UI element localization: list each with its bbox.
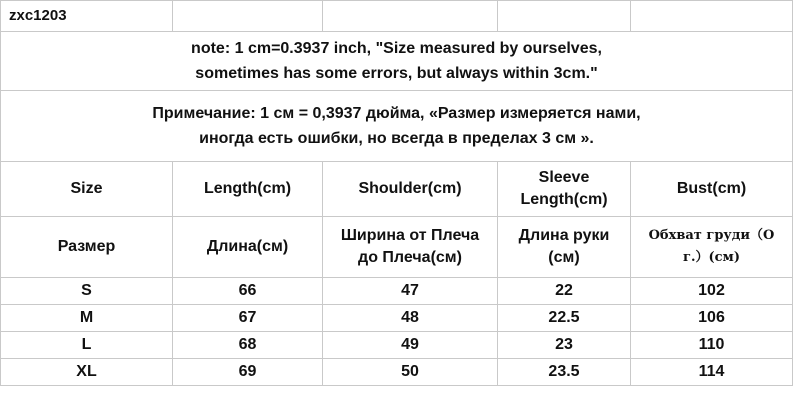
header-row-english xyxy=(1,162,793,217)
header-sleeve-ru-line-2: (см) xyxy=(548,249,580,266)
note-russian-line-1: Примечание: 1 см = 0,3937 дюйма, «Размер измеряется нами, xyxy=(152,105,641,122)
note-english-row xyxy=(1,32,793,91)
note-russian-line-2: иногда есть ошибки, но всегда в пределах 3 см ». xyxy=(199,130,594,147)
header-length-ru: Длина(см) xyxy=(173,217,323,278)
empty-cell xyxy=(323,1,498,32)
cell-shoulder: 49 xyxy=(323,332,498,359)
note-english-line-2: sometimes has some errors, but always within 3cm." xyxy=(195,65,598,82)
header-sleeve-ru xyxy=(498,217,631,278)
cell-length: 67 xyxy=(173,305,323,332)
table-row xyxy=(1,332,793,359)
cell-sleeve: 22.5 xyxy=(498,305,631,332)
header-sleeve-line-1: Sleeve xyxy=(538,169,590,187)
cell-sleeve: 23 xyxy=(498,332,631,359)
cell-length: 69 xyxy=(173,359,323,386)
cell-shoulder: 50 xyxy=(323,359,498,386)
cell-size: L xyxy=(1,332,173,359)
cell-bust: 106 xyxy=(631,305,793,332)
table-row xyxy=(1,359,793,386)
cell-bust: 114 xyxy=(631,359,793,386)
table-row xyxy=(1,278,793,305)
table-row xyxy=(1,305,793,332)
cell-bust: 110 xyxy=(631,332,793,359)
header-shoulder: Shoulder(cm) xyxy=(323,162,498,217)
header-size-ru: Размер xyxy=(1,217,173,278)
header-size: Size xyxy=(1,162,173,217)
product-code-row xyxy=(1,1,793,32)
cell-size: XL xyxy=(1,359,173,386)
empty-cell xyxy=(631,1,793,32)
header-sleeve-line-2: Length(cm) xyxy=(520,191,608,208)
header-shoulder-ru-line-2: до Плеча(см) xyxy=(358,249,462,266)
header-length: Length(cm) xyxy=(173,162,323,217)
header-row-russian xyxy=(1,217,793,278)
cell-size: M xyxy=(1,305,173,332)
header-bust: Bust(cm) xyxy=(631,162,793,217)
header-sleeve-ru-line-1: Длина руки xyxy=(518,227,610,245)
cell-shoulder: 47 xyxy=(323,278,498,305)
cell-shoulder: 48 xyxy=(323,305,498,332)
note-english-line-1: note: 1 cm=0.3937 inch, "Size measured by ourselves, xyxy=(191,40,602,57)
header-sleeve xyxy=(498,162,631,217)
header-bust-ru-line-2: г.）(см) xyxy=(682,250,740,265)
empty-cell xyxy=(498,1,631,32)
header-bust-ru xyxy=(631,217,793,278)
note-russian xyxy=(1,91,793,162)
product-code: zxc1203 xyxy=(1,1,173,32)
note-russian-row xyxy=(1,91,793,162)
cell-bust: 102 xyxy=(631,278,793,305)
header-shoulder-ru-line-1: Ширина от Плеча xyxy=(340,227,480,245)
note-english xyxy=(1,32,793,91)
cell-sleeve: 22 xyxy=(498,278,631,305)
cell-length: 66 xyxy=(173,278,323,305)
cell-size: S xyxy=(1,278,173,305)
header-shoulder-ru xyxy=(323,217,498,278)
cell-sleeve: 23.5 xyxy=(498,359,631,386)
empty-cell xyxy=(173,1,323,32)
cell-length: 68 xyxy=(173,332,323,359)
header-bust-ru-line-1: Обхват груди（О xyxy=(648,228,775,243)
